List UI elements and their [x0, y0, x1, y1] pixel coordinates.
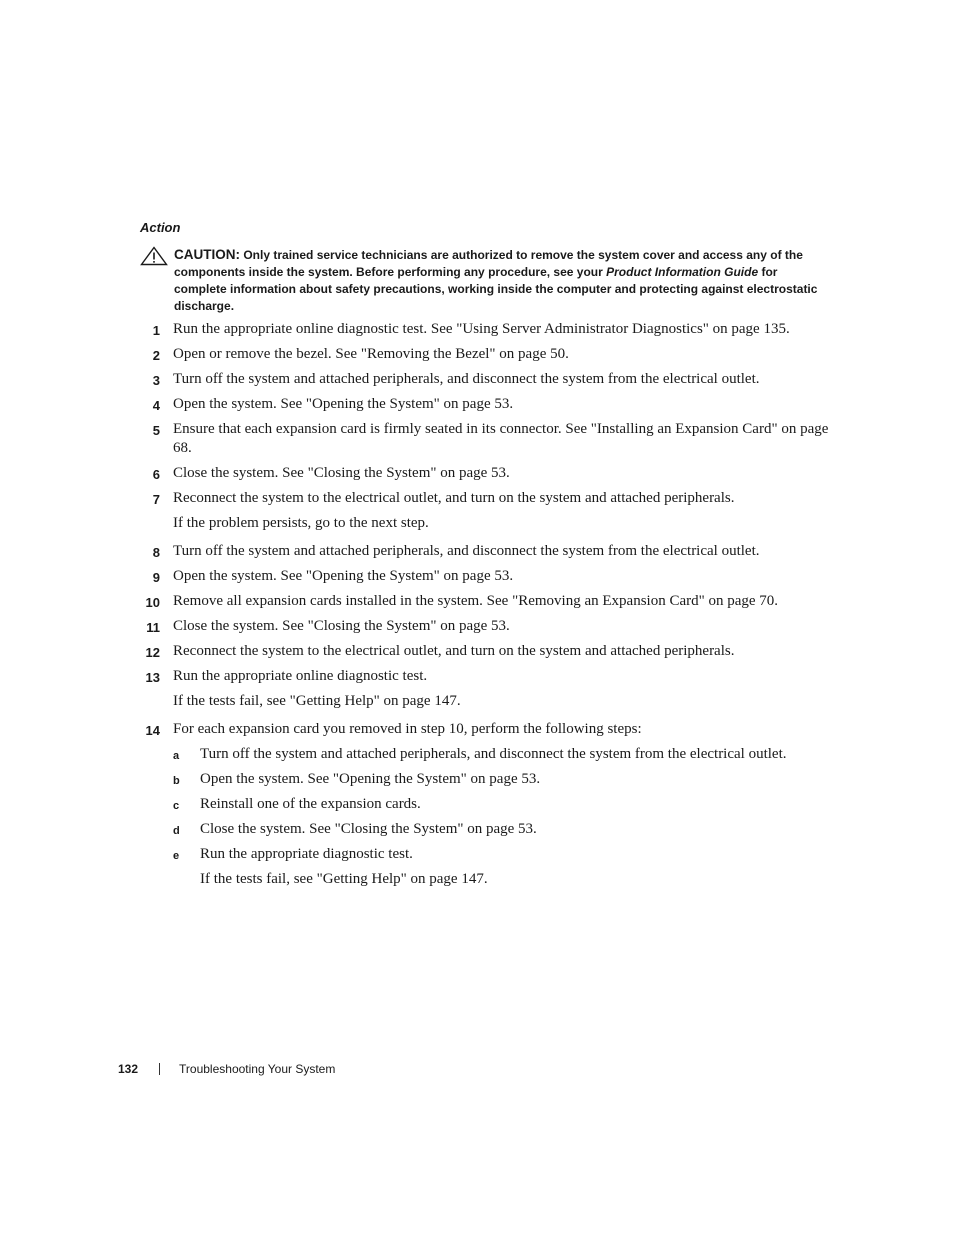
- step-number: 3: [152, 373, 160, 388]
- footer-divider: [159, 1063, 160, 1075]
- step-number: 2: [152, 348, 160, 363]
- step-number: 10: [145, 595, 160, 610]
- sub-list-item: [173, 745, 830, 764]
- step-number: 6: [152, 467, 160, 482]
- step-number: 1: [152, 323, 160, 338]
- step-text: Reconnect the system to the electrical outlet, and turn on the system and attached peripherals.: [173, 490, 735, 506]
- substep-letter: b: [173, 775, 180, 787]
- step-text: Reconnect the system to the electrical outlet, and turn on the system and attached peripherals.: [173, 643, 735, 659]
- step-text: Close the system. See "Closing the System" on page 53.: [173, 465, 510, 481]
- step-text: Close the system. See "Closing the System" on page 53.: [173, 618, 510, 634]
- substep-letter: d: [173, 825, 180, 837]
- caution-body-end: for complete information about safety precautions, working inside the computer and protecting against electrostatic discharge.: [174, 265, 818, 313]
- step-number: 4: [152, 398, 160, 413]
- list-item: [140, 345, 830, 364]
- step-number: 14: [145, 723, 160, 738]
- step-number: 11: [146, 620, 160, 635]
- substep-letter: c: [173, 800, 180, 812]
- steps-list: [140, 320, 830, 889]
- step-text: Run the appropriate online diagnostic test. See "Using Server Administrator Diagnostics" on page 135.: [173, 321, 790, 337]
- section-heading: Action: [140, 220, 181, 235]
- caution-text: [174, 246, 820, 315]
- sub-list-item: [173, 820, 830, 839]
- caution-notice: [140, 246, 820, 315]
- list-item: [140, 617, 830, 636]
- step-number: 12: [145, 645, 160, 660]
- step-number: 5: [152, 423, 160, 438]
- step-number: 7: [152, 492, 160, 507]
- list-item: [140, 642, 830, 661]
- caution-label: CAUTION:: [174, 247, 240, 262]
- substep-text: Reinstall one of the expansion cards.: [200, 796, 421, 812]
- step-text: Turn off the system and attached peripherals, and disconnect the system from the electrical outlet.: [173, 371, 760, 387]
- step-number: 9: [152, 570, 160, 585]
- step-number: 8: [152, 545, 160, 560]
- step-text: For each expansion card you removed in step 10, perform the following steps:: [173, 721, 642, 737]
- list-item: [140, 420, 830, 458]
- list-item: [140, 542, 830, 561]
- sub-list-item: [173, 795, 830, 814]
- step-text: Turn off the system and attached peripherals, and disconnect the system from the electrical outlet.: [173, 543, 760, 559]
- caution-body-start: Only trained service technicians are authorized to remove the system cover and access any of the components inside the system. Before performing any procedure, see your: [174, 248, 803, 279]
- substep-note: If the tests fail, see "Getting Help" on page 147.: [200, 871, 488, 887]
- step-text: Open the system. See "Opening the System" on page 53.: [173, 568, 514, 584]
- step-text: Remove all expansion cards installed in the system. See "Removing an Expansion Card" on page 70.: [173, 593, 779, 609]
- substep-letter: a: [173, 750, 180, 762]
- sub-list-item: [173, 770, 830, 789]
- caution-guide-title: Product Information Guide: [606, 265, 759, 279]
- step-note: If the tests fail, see "Getting Help" on page 147.: [173, 693, 461, 709]
- step-text: Run the appropriate online diagnostic test.: [173, 668, 428, 684]
- sub-list-item: [173, 845, 830, 864]
- step-text: Open or remove the bezel. See "Removing the Bezel" on page 50.: [173, 346, 569, 362]
- step-text: Open the system. See "Opening the System" on page 53.: [173, 396, 514, 412]
- list-item: [140, 567, 830, 586]
- section-title: Troubleshooting Your System: [179, 1062, 336, 1076]
- substep-text: Run the appropriate diagnostic test.: [200, 846, 413, 862]
- list-item: [140, 489, 830, 508]
- step-note: If the problem persists, go to the next step.: [173, 515, 429, 531]
- substep-text: Close the system. See "Closing the System" on page 53.: [200, 821, 537, 837]
- page-footer: [118, 1062, 335, 1076]
- list-item: [140, 667, 830, 686]
- page-number: 132: [118, 1062, 139, 1076]
- list-item: [140, 370, 830, 389]
- warning-triangle-icon: [140, 246, 168, 266]
- list-item: [140, 320, 830, 339]
- step-number: 13: [145, 670, 160, 685]
- substep-text: Turn off the system and attached peripherals, and disconnect the system from the electrical outlet.: [200, 746, 787, 762]
- list-item: [140, 592, 830, 611]
- substep-letter: e: [173, 850, 180, 862]
- list-item: [140, 395, 830, 414]
- substep-text: Open the system. See "Opening the System" on page 53.: [200, 771, 541, 787]
- step-text: Ensure that each expansion card is firmly seated in its connector. See "Installing an Expansion Card" on page 68.: [173, 421, 829, 456]
- list-item: [140, 464, 830, 483]
- list-item: [140, 720, 830, 739]
